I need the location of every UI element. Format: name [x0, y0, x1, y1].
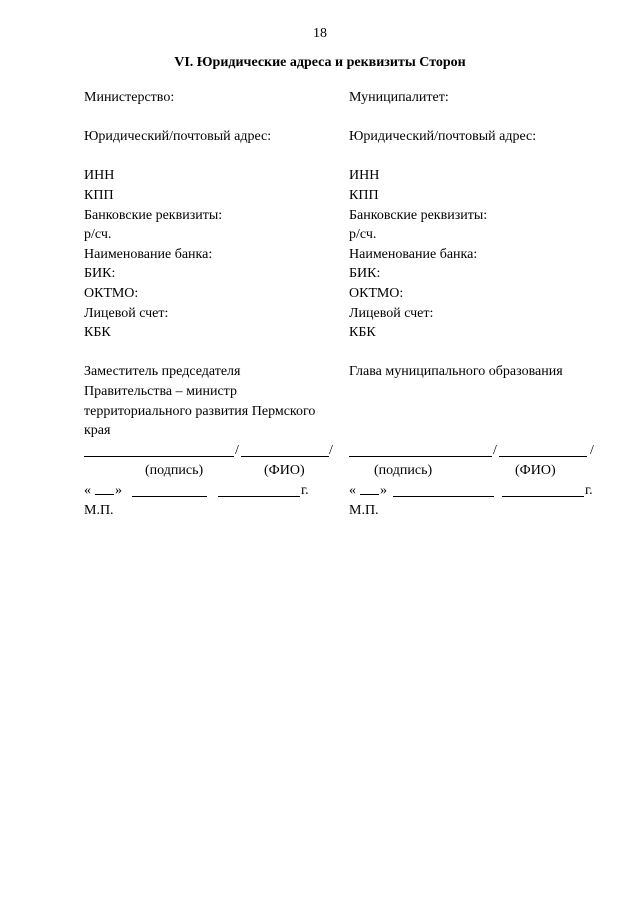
- ministry-party-label: Министерство:: [84, 90, 175, 105]
- separator-slash: /: [329, 443, 333, 459]
- ministry-signer-title-line: Заместитель председателя: [84, 364, 241, 380]
- year-blank[interactable]: [502, 496, 584, 497]
- day-blank[interactable]: [360, 494, 379, 495]
- ministry-signer-title-line: края: [84, 423, 111, 439]
- ministry-inn-label: ИНН: [84, 168, 115, 184]
- ministry-signer-title-line: территориального развития Пермского: [84, 403, 316, 419]
- municipality-signature-line[interactable]: [349, 443, 599, 461]
- name-blank[interactable]: [241, 456, 329, 457]
- municipality-bank-details-label: Банковские реквизиты:: [349, 207, 488, 223]
- ministry-signer-title-line: Правительства – министр: [84, 383, 237, 399]
- municipality-kpp-label: КПП: [349, 187, 379, 203]
- municipality-account-label: р/сч.: [349, 227, 377, 243]
- municipality-bank-name-label: Наименование банка:: [349, 246, 478, 262]
- page-number: 18: [313, 26, 327, 41]
- name-caption: (ФИО): [515, 462, 556, 478]
- separator-slash: /: [493, 443, 497, 459]
- month-blank[interactable]: [132, 496, 207, 497]
- close-quote: »: [380, 482, 387, 498]
- municipality-date-line: [349, 481, 599, 501]
- open-quote: «: [349, 482, 356, 498]
- ministry-account-label: р/сч.: [84, 227, 112, 243]
- close-quote: »: [115, 482, 122, 498]
- municipality-stamp-label: М.П.: [349, 502, 379, 518]
- ministry-oktmo-label: ОКТМО:: [84, 285, 139, 301]
- ministry-kbk-label: КБК: [84, 325, 111, 341]
- municipality-party-label: Муниципалитет:: [349, 90, 449, 105]
- ministry-signature-line[interactable]: [84, 443, 338, 461]
- ministry-address-label: Юридический/почтовый адрес:: [84, 129, 272, 145]
- separator-slash: /: [235, 443, 239, 459]
- ministry-bank-details-label: Банковские реквизиты:: [84, 207, 223, 223]
- month-blank[interactable]: [393, 496, 494, 497]
- municipality-signature-captions: [349, 461, 599, 481]
- signature-blank[interactable]: [349, 456, 492, 457]
- ministry-bik-label: БИК:: [84, 266, 116, 282]
- municipality-inn-label: ИНН: [349, 168, 380, 184]
- signature-blank[interactable]: [84, 456, 234, 457]
- ministry-bank-name-label: Наименование банка:: [84, 246, 213, 262]
- municipality-address-label: Юридический/почтовый адрес:: [349, 129, 537, 145]
- section-title: VI. Юридические адреса и реквизиты Сторон: [174, 55, 466, 70]
- day-blank[interactable]: [95, 494, 114, 495]
- signature-caption: (подпись): [145, 462, 204, 478]
- municipality-signer-title-line: Глава муниципального образования: [349, 364, 563, 380]
- year-suffix: г.: [585, 482, 593, 498]
- ministry-requisites: [84, 88, 338, 520]
- municipality-requisites: [349, 88, 599, 520]
- ministry-stamp-label: М.П.: [84, 502, 114, 518]
- separator-slash: /: [590, 443, 594, 459]
- municipality-personal-account-label: Лицевой счет:: [349, 305, 434, 321]
- year-suffix: г.: [301, 482, 309, 498]
- open-quote: «: [84, 482, 91, 498]
- year-blank[interactable]: [218, 496, 300, 497]
- ministry-signature-captions: [84, 461, 338, 481]
- signature-caption: (подпись): [374, 462, 433, 478]
- ministry-personal-account-label: Лицевой счет:: [84, 305, 169, 321]
- name-caption: (ФИО): [264, 462, 305, 478]
- municipality-kbk-label: КБК: [349, 325, 376, 341]
- municipality-oktmo-label: ОКТМО:: [349, 285, 404, 301]
- municipality-bik-label: БИК:: [349, 266, 381, 282]
- ministry-date-line: [84, 481, 338, 501]
- name-blank[interactable]: [499, 456, 587, 457]
- ministry-kpp-label: КПП: [84, 187, 114, 203]
